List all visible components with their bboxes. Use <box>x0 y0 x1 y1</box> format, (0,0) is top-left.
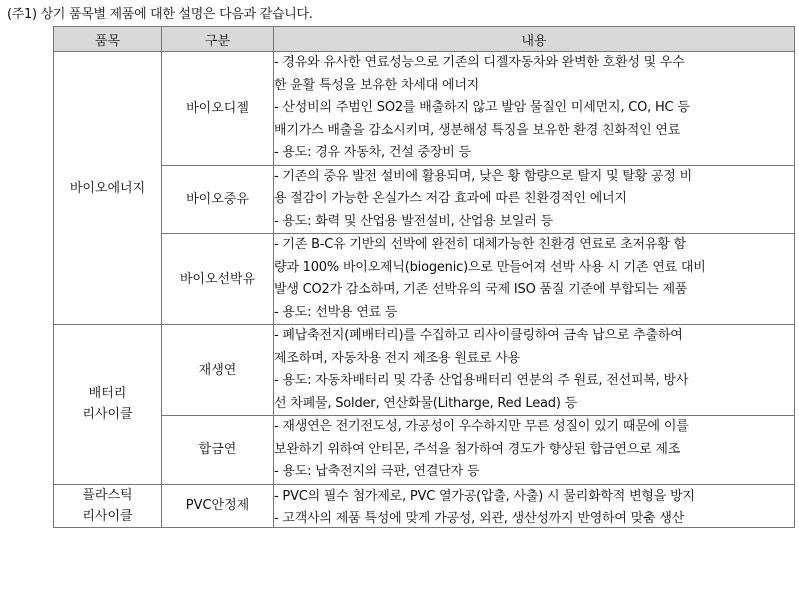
content-line: - 폐납축전지(폐배터리)를 수집하고 리사이클링하여 금속 납으로 추출하여 <box>274 328 683 343</box>
table-row <box>54 165 795 234</box>
content-line: - 재생연은 전기전도성, 가공성이 우수하지만 무른 성질이 있기 때문에 이를 <box>274 419 689 434</box>
content-line: - 고객사의 제품 특성에 맞게 가공성, 외관, 생산성까지 반영하여 맞춤 생산 <box>274 511 685 526</box>
table-row <box>54 234 795 325</box>
content-line: 량과 100% 바이오제닉(biogenic)으로 만들어져 선박 사용 시 기존 연료 대비 <box>274 259 706 275</box>
content-cell <box>274 416 795 485</box>
content-line: 한 윤활 특성을 보유한 차세대 에너지 <box>274 77 480 93</box>
content-lines <box>274 486 794 526</box>
content-line: - 기존 B-C유 기반의 선박에 완전히 대체가능한 친환경 연료로 초저유황 함 <box>274 237 686 252</box>
table-row <box>54 484 795 527</box>
category-cell: PVC안정제 <box>162 484 274 527</box>
header-item: 품목 <box>54 27 162 52</box>
content-cell <box>274 165 795 234</box>
content-line: - 산성비의 주범인 SO2를 배출하지 않고 발암 물질인 미세먼지, CO, HC 등 <box>274 100 690 115</box>
item-label: 리사이클 <box>82 407 133 423</box>
content-cell <box>274 484 795 527</box>
content-line: - 기존의 중유 발전 설비에 활용되며, 낮은 황 함량으로 탈지 및 탈황 공정 비 <box>274 168 692 184</box>
item-cell <box>54 325 162 485</box>
header-category: 구분 <box>162 27 274 52</box>
table-row <box>54 416 795 485</box>
content-line: - 용도: 경유 자동차, 건설 중장비 등 <box>274 145 471 160</box>
category-cell: 바이오중유 <box>162 165 274 234</box>
header-content: 내용 <box>274 27 795 52</box>
content-line: 보완하기 위하여 안티몬, 주석을 첨가하여 경도가 향상된 합금연으로 제조 <box>274 441 681 457</box>
category-cell: 합금연 <box>162 416 274 485</box>
content-line: 선 차폐물, Solder, 연산화물(Litharge, Red Lead) 등 <box>274 395 578 411</box>
content-lines <box>274 416 794 484</box>
item-cell <box>54 484 162 527</box>
content-cell <box>274 234 795 325</box>
item-label: 바이오에너지 <box>69 180 146 196</box>
content-line: - 용도: 화력 및 산업용 발전설비, 산업용 보일러 등 <box>274 213 553 229</box>
item-cell <box>54 52 162 325</box>
content-line: - 용도: 선박용 연료 등 <box>274 304 398 320</box>
content-lines <box>274 52 794 165</box>
item-label: 배터리 <box>88 386 127 402</box>
table-row <box>54 52 795 166</box>
product-description-table <box>53 26 795 528</box>
table-header-row <box>54 27 795 52</box>
content-line: 발생 CO2가 감소하며, 기존 선박유의 국제 ISO 품질 기준에 부합되는 제품 <box>274 282 688 297</box>
content-lines <box>274 234 794 324</box>
content-line: - 용도: 납축전지의 극판, 연결단자 등 <box>274 464 480 479</box>
category-cell: 바이오디젤 <box>162 52 274 166</box>
item-label: 리사이클 <box>82 508 133 524</box>
category-cell: 재생연 <box>162 325 274 416</box>
content-line: - PVC의 필수 첨가제로, PVC 열가공(압출, 사출) 시 물리화학적 변형을 방지 <box>274 488 695 504</box>
content-lines <box>274 325 794 415</box>
content-line: 제조하며, 자동차용 전지 제조용 원료로 사용 <box>274 350 521 366</box>
category-cell: 바이오선박유 <box>162 234 274 325</box>
content-line: - 용도: 자동차배터리 및 각종 산업용배터리 연분의 주 원료, 전선피복, 방사 <box>274 373 689 388</box>
table-row <box>54 325 795 416</box>
content-cell <box>274 325 795 416</box>
content-line: - 경유와 유사한 연료성능으로 기존의 디젤자동차와 완벽한 호환성 및 우수 <box>274 55 685 70</box>
item-label: 플라스틱 <box>82 487 133 503</box>
footnote-title: (주1) 상기 품목별 제품에 대한 설명은 다음과 같습니다. <box>7 7 313 22</box>
content-line: 용 절감이 가능한 온실가스 저감 효과에 따른 친환경적인 에너지 <box>274 191 627 206</box>
content-line: 배기가스 배출을 감소시키며, 생분해성 특징을 보유한 환경 친화적인 연료 <box>274 122 681 138</box>
content-cell <box>274 52 795 166</box>
content-lines <box>274 166 794 234</box>
